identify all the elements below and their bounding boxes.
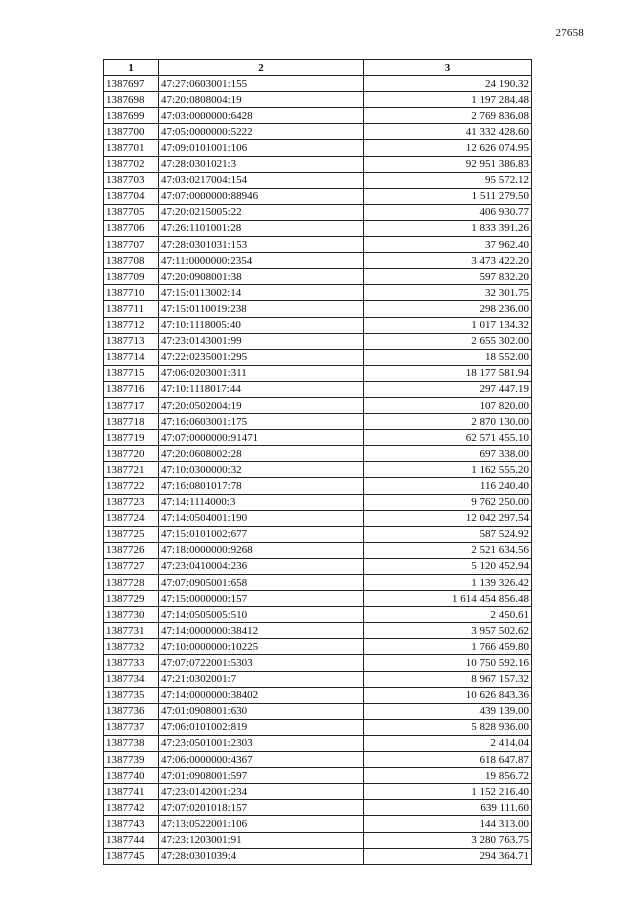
row-number-cell: 1387699 [104,108,159,124]
table-row [104,381,532,397]
value-cell: 3 473 422.20 [364,253,532,269]
value-cell: 24 190.32 [364,76,532,92]
value-cell: 1 614 454 856.48 [364,591,532,607]
row-number-cell: 1387707 [104,237,159,253]
table-row [104,156,532,172]
row-number-cell: 1387738 [104,735,159,751]
cadastral-number-cell: 47:03:0217004:154 [159,172,364,188]
row-number-cell: 1387705 [104,204,159,220]
cadastral-number-cell: 47:26:1101001:28 [159,220,364,236]
row-number-cell: 1387733 [104,655,159,671]
row-number-cell: 1387716 [104,381,159,397]
table-row [104,140,532,156]
row-number-cell: 1387734 [104,671,159,687]
cadastral-number-cell: 47:06:0000000:4367 [159,752,364,768]
table-row [104,800,532,816]
table-row [104,220,532,236]
row-number-cell: 1387735 [104,687,159,703]
cadastral-number-cell: 47:14:0000000:38412 [159,623,364,639]
row-number-cell: 1387720 [104,446,159,462]
table-row [104,671,532,687]
table-row [104,655,532,671]
value-cell: 2 769 836.08 [364,108,532,124]
row-number-cell: 1387745 [104,848,159,864]
row-number-cell: 1387714 [104,349,159,365]
cadastral-number-cell: 47:07:0722001:5303 [159,655,364,671]
row-number-cell: 1387721 [104,462,159,478]
cadastral-number-cell: 47:23:0501001:2303 [159,735,364,751]
cadastral-number-cell: 47:13:0522001:106 [159,816,364,832]
cadastral-number-cell: 47:20:0215005:22 [159,204,364,220]
cadastral-number-cell: 47:20:0808004:19 [159,92,364,108]
cadastral-number-cell: 47:07:0000000:88946 [159,188,364,204]
row-number-cell: 1387701 [104,140,159,156]
table-row [104,719,532,735]
value-cell: 3 957 502.62 [364,623,532,639]
value-cell: 107 820.00 [364,397,532,413]
row-number-cell: 1387736 [104,703,159,719]
row-number-cell: 1387708 [104,253,159,269]
row-number-cell: 1387741 [104,784,159,800]
row-number-cell: 1387722 [104,478,159,494]
table-row [104,623,532,639]
value-cell: 12 042 297.54 [364,510,532,526]
value-cell: 3 280 763.75 [364,832,532,848]
value-cell: 18 552.00 [364,349,532,365]
table-row [104,446,532,462]
cadastral-number-cell: 47:14:0504001:190 [159,510,364,526]
cadastral-number-cell: 47:23:1203001:91 [159,832,364,848]
table-row [104,204,532,220]
row-number-cell: 1387703 [104,172,159,188]
value-cell: 116 240.40 [364,478,532,494]
value-cell: 597 832.20 [364,269,532,285]
table-row [104,575,532,591]
value-cell: 1 766 459.80 [364,639,532,655]
value-cell: 10 626 843.36 [364,687,532,703]
cadastral-number-cell: 47:06:0203001:311 [159,365,364,381]
value-cell: 8 967 157.32 [364,671,532,687]
table-row [104,92,532,108]
value-cell: 62 571 455.10 [364,430,532,446]
row-number-cell: 1387739 [104,752,159,768]
row-number-cell: 1387737 [104,719,159,735]
row-number-cell: 1387704 [104,188,159,204]
value-cell: 9 762 250.00 [364,494,532,510]
table-row [104,237,532,253]
value-cell: 92 951 386.83 [364,156,532,172]
value-cell: 697 338.00 [364,446,532,462]
row-number-cell: 1387744 [104,832,159,848]
row-number-cell: 1387726 [104,542,159,558]
table-row [104,430,532,446]
value-cell: 406 930.77 [364,204,532,220]
value-cell: 2 450.61 [364,607,532,623]
table-row [104,639,532,655]
cadastral-number-cell: 47:01:0908001:630 [159,703,364,719]
table-row [104,301,532,317]
table-row [104,526,532,542]
table-row [104,365,532,381]
value-cell: 18 177 581.94 [364,365,532,381]
row-number-cell: 1387711 [104,301,159,317]
row-number-cell: 1387713 [104,333,159,349]
value-cell: 1 152 216.40 [364,784,532,800]
cadastral-number-cell: 47:23:0143001:99 [159,333,364,349]
cadastral-number-cell: 47:23:0410004:236 [159,558,364,574]
row-number-cell: 1387700 [104,124,159,140]
table-row [104,269,532,285]
cadastral-number-cell: 47:15:0101002:677 [159,526,364,542]
row-number-cell: 1387727 [104,558,159,574]
table-row [104,735,532,751]
row-number-cell: 1387715 [104,365,159,381]
cadastral-number-cell: 47:10:0300000:32 [159,462,364,478]
row-number-cell: 1387729 [104,591,159,607]
table-row [104,478,532,494]
cadastral-number-cell: 47:10:0000000:10225 [159,639,364,655]
row-number-cell: 1387731 [104,623,159,639]
value-cell: 5 120 452.94 [364,558,532,574]
cadastral-number-cell: 47:07:0201018:157 [159,800,364,816]
cadastral-number-cell: 47:14:0505005:510 [159,607,364,623]
value-cell: 1 017 134.32 [364,317,532,333]
cadastral-number-cell: 47:14:0000000:38402 [159,687,364,703]
table-row [104,848,532,864]
row-number-cell: 1387743 [104,816,159,832]
cadastral-number-cell: 47:28:0301039:4 [159,848,364,864]
table-row [104,510,532,526]
row-number-cell: 1387712 [104,317,159,333]
value-cell: 10 750 592.16 [364,655,532,671]
cadastral-number-cell: 47:20:0608002:28 [159,446,364,462]
row-number-cell: 1387740 [104,768,159,784]
cadastral-number-cell: 47:16:0603001:175 [159,414,364,430]
cadastral-number-cell: 47:14:1114000:3 [159,494,364,510]
table-row [104,591,532,607]
value-cell: 95 572.12 [364,172,532,188]
table-row [104,462,532,478]
value-cell: 2 521 634.56 [364,542,532,558]
value-cell: 2 655 302.00 [364,333,532,349]
column-header-2: 2 [159,60,364,76]
row-number-cell: 1387709 [104,269,159,285]
table-header-row [104,60,532,76]
table-row [104,784,532,800]
row-number-cell: 1387706 [104,220,159,236]
cadastral-number-cell: 47:20:0908001:38 [159,269,364,285]
table-row [104,494,532,510]
cadastral-number-cell: 47:09:0101001:106 [159,140,364,156]
row-number-cell: 1387742 [104,800,159,816]
table-row [104,752,532,768]
column-header-3: 3 [364,60,532,76]
cadastral-number-cell: 47:11:0000000:2354 [159,253,364,269]
row-number-cell: 1387717 [104,397,159,413]
cadastral-number-cell: 47:27:0603001:155 [159,76,364,92]
cadastral-number-cell: 47:15:0110019:238 [159,301,364,317]
value-cell: 12 626 074.95 [364,140,532,156]
value-cell: 639 111.60 [364,800,532,816]
value-cell: 32 301.75 [364,285,532,301]
table-row [104,542,532,558]
value-cell: 144 313.00 [364,816,532,832]
value-cell: 1 139 326.42 [364,575,532,591]
value-cell: 439 139.00 [364,703,532,719]
row-number-cell: 1387732 [104,639,159,655]
table-row [104,816,532,832]
cadastral-number-cell: 47:28:0301031:153 [159,237,364,253]
value-cell: 41 332 428.60 [364,124,532,140]
table-row [104,317,532,333]
cadastral-number-cell: 47:15:0113002:14 [159,285,364,301]
table-row [104,253,532,269]
row-number-cell: 1387723 [104,494,159,510]
table-row [104,414,532,430]
table-row [104,558,532,574]
cadastral-number-cell: 47:16:0801017:78 [159,478,364,494]
value-cell: 1 833 391.26 [364,220,532,236]
table-row [104,333,532,349]
page-number: 27658 [555,27,584,39]
cadastral-number-cell: 47:07:0000000:91471 [159,430,364,446]
cadastral-number-cell: 47:15:0000000:157 [159,591,364,607]
row-number-cell: 1387718 [104,414,159,430]
value-cell: 1 197 284.48 [364,92,532,108]
table-row [104,703,532,719]
cadastral-number-cell: 47:22:0235001:295 [159,349,364,365]
table-row [104,285,532,301]
row-number-cell: 1387728 [104,575,159,591]
cadastral-number-cell: 47:20:0502004:19 [159,397,364,413]
value-cell: 298 236.00 [364,301,532,317]
cadastral-number-cell: 47:05:0000000:5222 [159,124,364,140]
cadastral-number-cell: 47:01:0908001:597 [159,768,364,784]
row-number-cell: 1387702 [104,156,159,172]
value-cell: 19 856.72 [364,768,532,784]
cadastral-number-cell: 47:28:0301021:3 [159,156,364,172]
value-cell: 2 414.04 [364,735,532,751]
table-row [104,188,532,204]
row-number-cell: 1387724 [104,510,159,526]
table-row [104,108,532,124]
cadastral-number-cell: 47:03:0000000:6428 [159,108,364,124]
value-cell: 37 962.40 [364,237,532,253]
table-row [104,768,532,784]
table-row [104,76,532,92]
value-cell: 297 447.19 [364,381,532,397]
cadastral-number-cell: 47:18:0000000:9268 [159,542,364,558]
row-number-cell: 1387698 [104,92,159,108]
row-number-cell: 1387710 [104,285,159,301]
table-row [104,832,532,848]
cadastral-number-cell: 47:10:1118017:44 [159,381,364,397]
cadastral-number-cell: 47:06:0101002:819 [159,719,364,735]
row-number-cell: 1387719 [104,430,159,446]
row-number-cell: 1387730 [104,607,159,623]
table-row [104,172,532,188]
value-cell: 5 828 936.00 [364,719,532,735]
row-number-cell: 1387725 [104,526,159,542]
value-cell: 294 364.71 [364,848,532,864]
table-row [104,397,532,413]
value-cell: 2 870 130.00 [364,414,532,430]
table-row [104,687,532,703]
cadastral-number-cell: 47:23:0142001:234 [159,784,364,800]
cadastral-number-cell: 47:10:1118005:40 [159,317,364,333]
value-cell: 587 524.92 [364,526,532,542]
value-cell: 618 647.87 [364,752,532,768]
data-table [103,59,532,865]
value-cell: 1 162 555.20 [364,462,532,478]
column-header-1: 1 [104,60,159,76]
cadastral-number-cell: 47:07:0905001:658 [159,575,364,591]
value-cell: 1 511 279.50 [364,188,532,204]
table-row [104,124,532,140]
cadastral-number-cell: 47:21:0302001:7 [159,671,364,687]
table-body [104,76,532,865]
table-row [104,607,532,623]
table-row [104,349,532,365]
row-number-cell: 1387697 [104,76,159,92]
